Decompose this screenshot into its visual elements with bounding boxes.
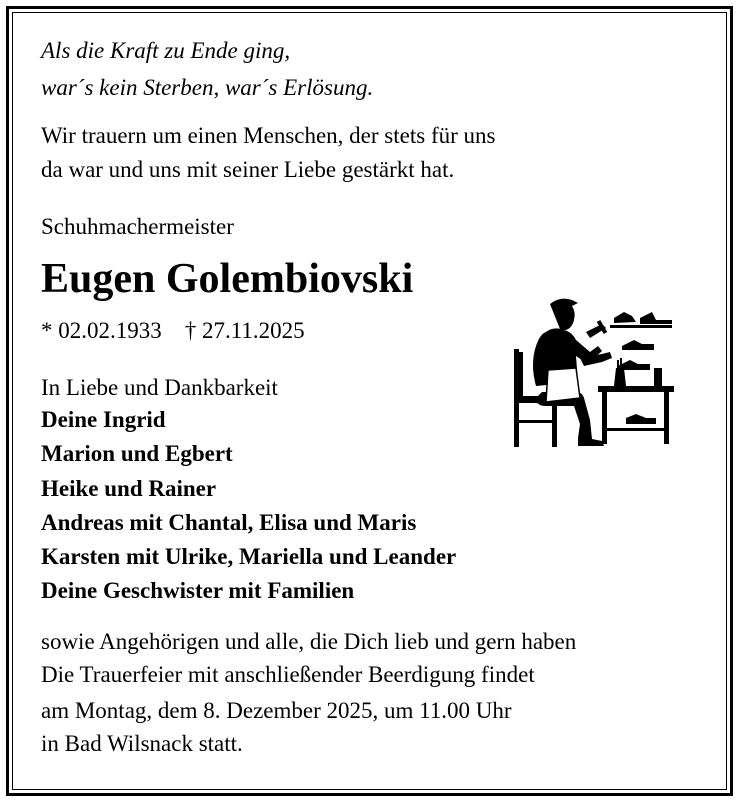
shoemaker-icon <box>506 294 678 450</box>
workbench-icon <box>598 358 674 444</box>
intro-line-1: Wir trauern um einen Menschen, der stets für uns <box>41 123 496 148</box>
notice-line-3: am Montag, dem 8. Dezember 2025, um 11.00 Uhr <box>41 698 512 723</box>
mourner-6: Deine Geschwister mit Familien <box>41 578 355 603</box>
shelf-icon <box>610 312 672 370</box>
motto-line-1: Als die Kraft zu Ende ging, <box>41 38 291 63</box>
notice-line-2: Die Trauerfeier mit anschließender Beerdigung findet <box>41 662 535 687</box>
notice-line-1: sowie Angehörigen und alle, die Dich lieb und gern haben <box>41 629 577 654</box>
mourner-2: Marion und Egbert <box>41 441 233 466</box>
mourner-3: Heike und Rainer <box>41 476 217 501</box>
closing-line: In Liebe und Dankbarkeit <box>41 375 278 400</box>
deceased-name: Eugen Golembiovski <box>41 256 414 302</box>
motto-line-2: war´s kein Sterben, war´s Erlösung. <box>41 75 374 100</box>
mourner-4: Andreas mit Chantal, Elisa und Maris <box>41 510 417 535</box>
profession: Schuhmachermeister <box>41 214 234 239</box>
life-dates: * 02.02.1933 † 27.11.2025 <box>41 318 305 343</box>
intro-line-2: da war und uns mit seiner Liebe gestärkt hat. <box>41 157 455 182</box>
mourner-1: Deine Ingrid <box>41 407 166 432</box>
notice-line-4: in Bad Wilsnack statt. <box>41 731 243 756</box>
mourner-5: Karsten mit Ulrike, Mariella und Leander <box>41 544 457 569</box>
